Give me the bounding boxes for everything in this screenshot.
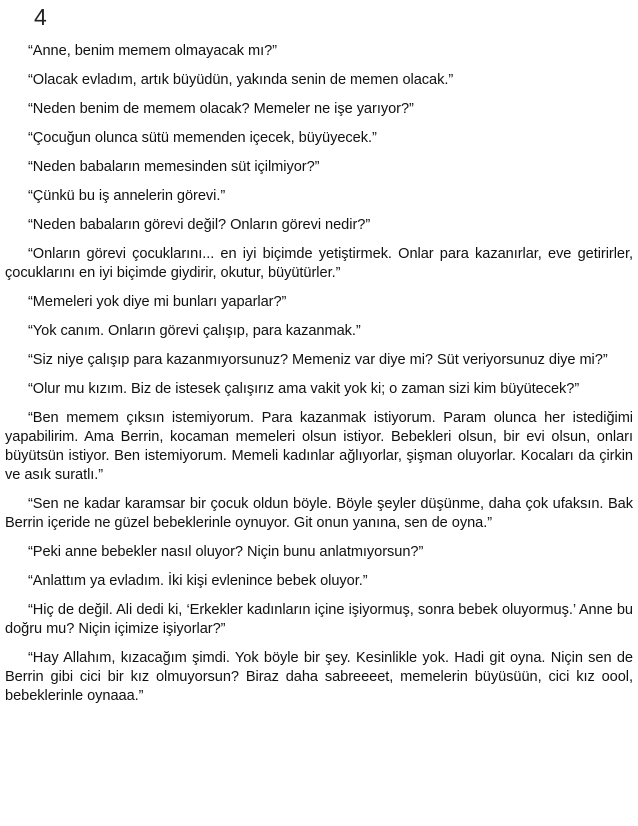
text-body bbox=[5, 42, 633, 716]
paragraph: “Anne, benim memem olmayacak mı?” bbox=[28, 43, 277, 59]
paragraph: “Neden benim de memem olacak? Memeler ne işe yarıyor?” bbox=[28, 101, 414, 117]
paragraph: “Sen ne kadar karamsar bir çocuk oldun böyle. Böyle şeyler düşünme, daha çok ufaksın. Bak Berrin içeride ne güzel bebeklerinle oynuyor. Git onun yanına, sen de oyna.” bbox=[5, 496, 633, 531]
paragraph: “Olur mu kızım. Biz de istesek çalışırız ama vakit yok ki; o zaman sizi kim büyütecek?” bbox=[28, 381, 580, 397]
paragraph: “Çünkü bu iş annelerin görevi.” bbox=[28, 188, 226, 204]
paragraph: “Anlattım ya evladım. İki kişi evlenince bebek oluyor.” bbox=[28, 573, 368, 589]
paragraph: “Neden babaların görevi değil? Onların görevi nedir?” bbox=[28, 217, 371, 233]
paragraph: “Ben memem çıksın istemiyorum. Para kazanmak istiyorum. Param olunca her istediğimi yapabilirim. Ama Berrin, kocaman memeleri olsun istiyor. Bebekleri olsun, bir evi olsun, onları büyütsün istiyor. Ben istemiyorum. Memeli kadınlar ağlıyorlar, şişman oluyorlar. Kocaları da çirkin ve asık suratlı.” bbox=[5, 410, 633, 483]
paragraph: “Neden babaların memesinden süt içilmiyor?” bbox=[28, 159, 320, 175]
page-number: 4 bbox=[34, 4, 47, 30]
paragraph: “Siz niye çalışıp para kazanmıyorsunuz? Memeniz var diye mi? Süt veriyorsunuz diye mi?” bbox=[28, 352, 608, 368]
paragraph: “Olacak evladım, artık büyüdün, yakında senin de memen olacak.” bbox=[28, 72, 454, 88]
paragraph: “Peki anne bebekler nasıl oluyor? Niçin bunu anlatmıyorsun?” bbox=[28, 544, 424, 560]
paragraph: “Hay Allahım, kızacağım şimdi. Yok böyle bir şey. Kesinlikle yok. Hadi git oyna. Niçin sen de Berrin gibi cici bir kız olmuyorsun? Biraz daha sabreeeet, memelerin büyüsüün, cici kız oool, bebeklerinle oynaaa.” bbox=[5, 650, 633, 704]
paragraph: “Onların görevi çocuklarını... en iyi biçimde yetiştirmek. Onlar para kazanırlar, eve getirirler, çocuklarını en iyi biçimde giydirir, okutur, büyütürler.” bbox=[5, 246, 633, 281]
paragraph: “Hiç de değil. Ali dedi ki, ‘Erkekler kadınların içine işiyormuş, sonra bebek oluyormuş.’ Anne bu doğru mu? Niçin içimize işiyorlar?” bbox=[5, 602, 633, 637]
paragraph: “Memeleri yok diye mi bunları yaparlar?” bbox=[28, 294, 287, 310]
paragraph: “Çocuğun olunca sütü memenden içecek, büyüyecek.” bbox=[28, 130, 377, 146]
paragraph: “Yok canım. Onların görevi çalışıp, para kazanmak.” bbox=[28, 323, 361, 339]
